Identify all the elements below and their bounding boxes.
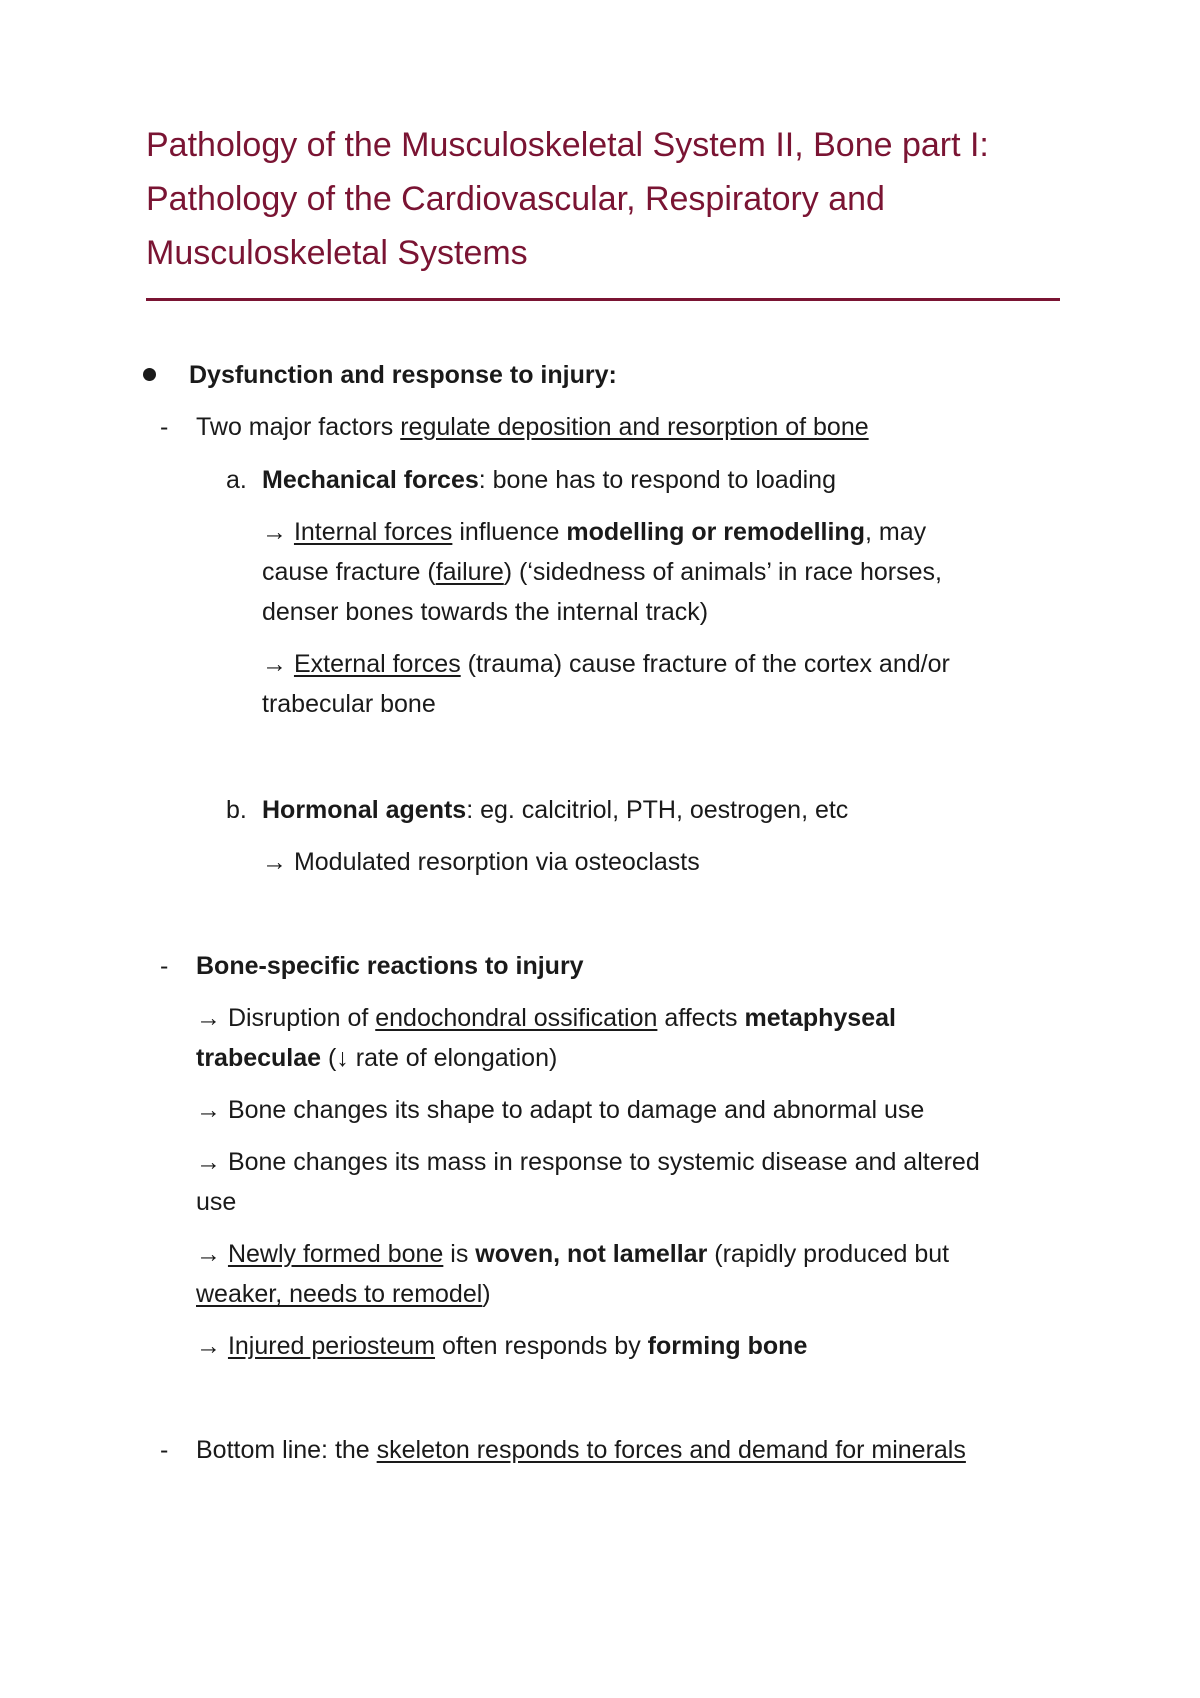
title-line-3: Musculoskeletal Systems (146, 234, 528, 272)
title-line-2: Pathology of the Cardiovascular, Respiratory and (146, 180, 885, 218)
list-marker-b: b. (226, 796, 247, 824)
dash-marker: - (160, 1436, 169, 1464)
section-heading: Dysfunction and response to injury: (189, 361, 617, 389)
list-item: Mechanical forces: bone has to respond to loading (262, 466, 836, 494)
list-marker-a: a. (226, 466, 247, 494)
list-item-continued: cause fracture (failure) (‘sidedness of animals’ in race horses, (262, 558, 942, 586)
list-item: → Bone changes its shape to adapt to damage and abnormal use (196, 1096, 925, 1124)
list-item: → Modulated resorption via osteoclasts (262, 848, 700, 876)
title-divider (146, 298, 1060, 301)
list-item: Hormonal agents: eg. calcitriol, PTH, oestrogen, etc (262, 796, 849, 824)
dash-marker: - (160, 413, 169, 441)
list-item-continued: trabecular bone (262, 690, 436, 718)
list-item: → Internal forces influence modelling or remodelling, may (262, 518, 927, 546)
list-item: Two major factors regulate deposition and resorption of bone (196, 413, 869, 441)
list-item: → External forces (trauma) cause fracture of the cortex and/or (262, 650, 950, 678)
title-line-1: Pathology of the Musculoskeletal System II, Bone part I: (146, 126, 989, 164)
list-item-continued: denser bones towards the internal track) (262, 598, 709, 626)
subsection-heading: Bone-specific reactions to injury (196, 952, 584, 980)
bullet-icon (143, 368, 156, 381)
list-item-continued: weaker, needs to remodel) (196, 1280, 491, 1308)
list-item: → Newly formed bone is woven, not lamellar (rapidly produced but (196, 1240, 950, 1268)
list-item: → Bone changes its mass in response to systemic disease and altered (196, 1148, 980, 1176)
page-title (146, 118, 1076, 280)
list-item: Bottom line: the skeleton responds to forces and demand for minerals (196, 1436, 966, 1464)
list-item: → Disruption of endochondral ossification affects metaphyseal (196, 1004, 896, 1032)
list-item: → Injured periosteum often responds by forming bone (196, 1332, 808, 1360)
dash-marker: - (160, 952, 169, 980)
list-item-continued: use (196, 1188, 237, 1216)
list-item-continued: trabeculae (↓ rate of elongation) (196, 1044, 558, 1072)
